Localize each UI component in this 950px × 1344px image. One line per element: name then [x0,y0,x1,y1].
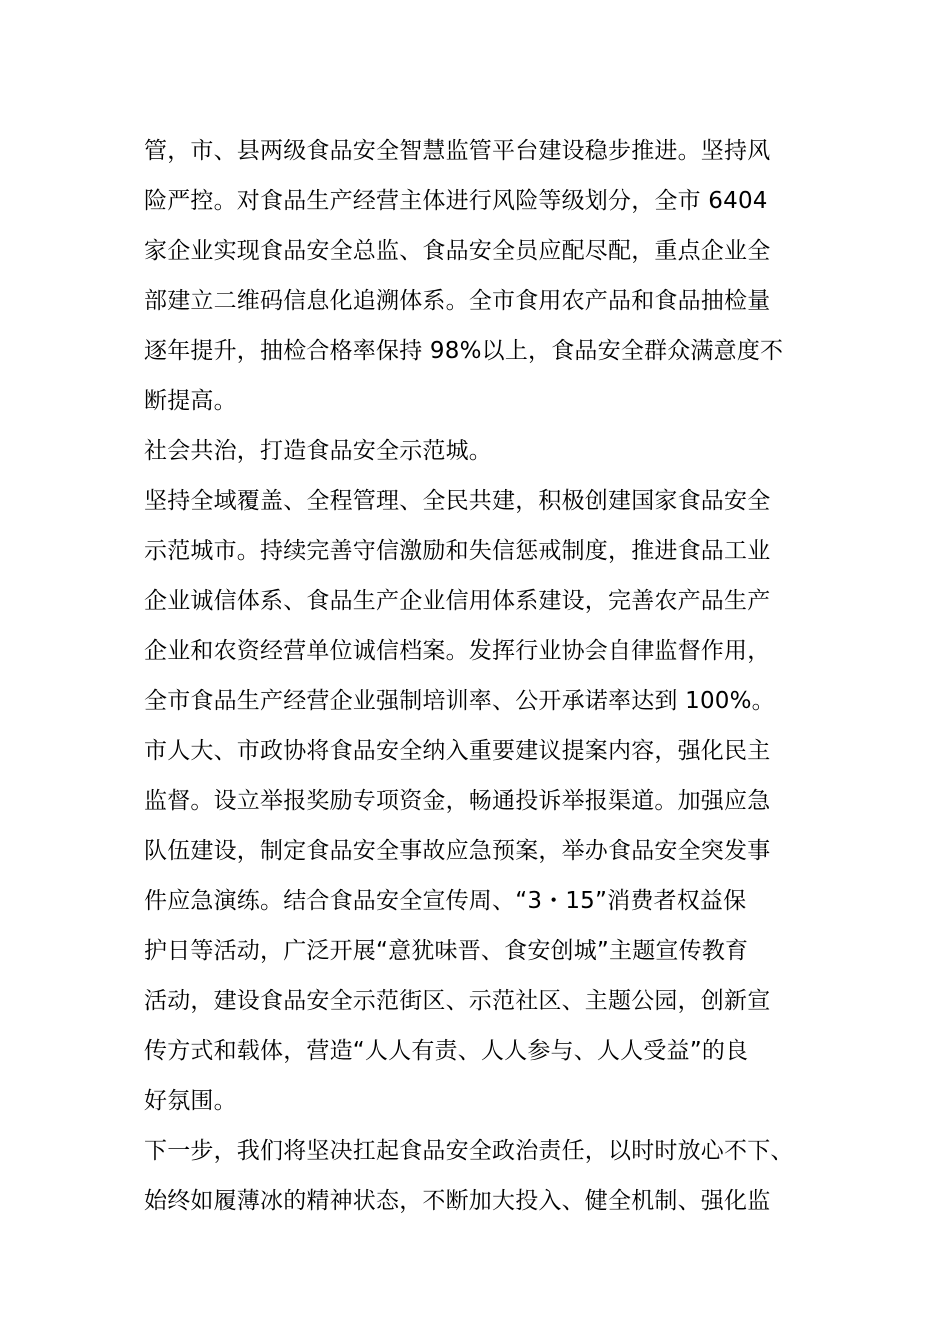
text-line: 险严控。对食品生产经营主体进行风险等级划分，全市 6404 [144,188,768,214]
text-line: 监督。设立举报奖励专项资金，畅通投诉举报渠道。加强应急 [144,788,771,814]
text-line: 好氛围。 [144,1088,237,1114]
text-line: 逐年提升，抽检合格率保持 98%以上，食品安全群众满意度不 [144,338,784,364]
body-text [144,126,824,1226]
text-line: 市人大、市政协将食品安全纳入重要建议提案内容，强化民主 [144,738,771,764]
text-line: 企业和农资经营单位诚信档案。发挥行业协会自律监督作用， [144,638,771,664]
text-line: 护日等活动，广泛开展“意犹味晋、食安创城”主题宣传教育 [144,938,749,964]
text-line: 全市食品生产经营企业强制培训率、公开承诺率达到 100%。 [144,688,775,714]
text-line: 传方式和载体，营造“人人有责、人人参与、人人受益”的良 [144,1038,749,1064]
text-line: 件应急演练。结合食品安全宣传周、“3・15”消费者权益保 [144,888,747,914]
text-line: 队伍建设，制定食品安全事故应急预案，举办食品安全突发事 [144,838,771,864]
text-line: 活动，建设食品安全示范街区、示范社区、主题公园，创新宣 [144,988,771,1014]
section-heading: 社会共治，打造食品安全示范城。 [144,438,492,464]
text-line: 始终如履薄冰的精神状态，不断加大投入、健全机制、强化监 [144,1188,771,1214]
text-line: 示范城市。持续完善守信激励和失信惩戒制度，推进食品工业 [144,538,771,564]
text-line: 部建立二维码信息化追溯体系。全市食用农产品和食品抽检量 [144,288,771,314]
text-line: 家企业实现食品安全总监、食品安全员应配尽配，重点企业全 [144,238,771,264]
text-line: 下一步，我们将坚决扛起食品安全政治责任，以时时放心不下、 [144,1138,794,1164]
text-line: 断提高。 [144,388,237,414]
text-line: 坚持全域覆盖、全程管理、全民共建，积极创建国家食品安全 [144,488,771,514]
text-line: 管，市、县两级食品安全智慧监管平台建设稳步推进。坚持风 [144,138,771,164]
text-line: 企业诚信体系、食品生产企业信用体系建设，完善农产品生产 [144,588,771,614]
